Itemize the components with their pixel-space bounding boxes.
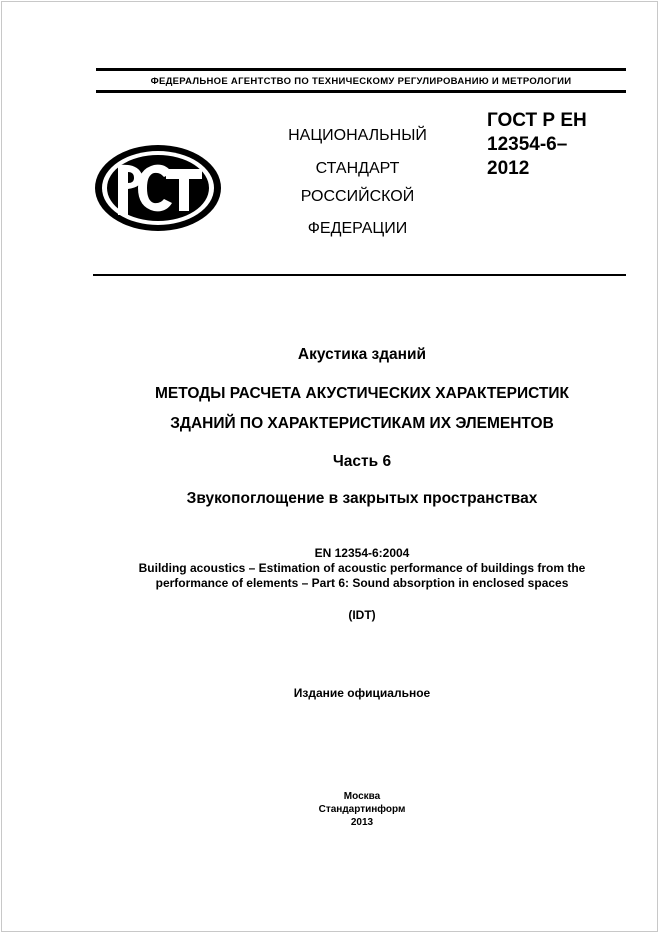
gost-number-line-3: 2012 bbox=[487, 158, 530, 179]
edition-label: Издание официальное bbox=[293, 686, 431, 700]
footer-city: Москва bbox=[343, 791, 381, 802]
english-title-line-1: Building acoustics – Estimation of acoustic performance of buildings from the bbox=[138, 561, 586, 575]
national-standard-line-4: ФЕДЕРАЦИИ bbox=[307, 220, 408, 237]
rst-logo-icon bbox=[94, 143, 224, 233]
gost-number-line-1: ГОСТ Р ЕН bbox=[487, 110, 587, 131]
top-rule-thick bbox=[96, 68, 626, 71]
idt-label: (IDT) bbox=[348, 608, 376, 622]
main-title-line-2: ЗДАНИЙ ПО ХАРАКТЕРИСТИКАМ ИХ ЭЛЕМЕНТОВ bbox=[170, 415, 554, 432]
en-standard-code: EN 12354-6:2004 bbox=[314, 546, 410, 560]
part-title: Звукопоглощение в закрытых пространствах bbox=[186, 490, 538, 507]
main-title-line-1: МЕТОДЫ РАСЧЕТА АКУСТИЧЕСКИХ ХАРАКТЕРИСТИК bbox=[155, 385, 569, 402]
subject-title: Акустика зданий bbox=[297, 346, 427, 363]
footer-year: 2013 bbox=[350, 817, 374, 828]
agency-name: ФЕДЕРАЛЬНОЕ АГЕНТСТВО ПО ТЕХНИЧЕСКОМУ РЕГУЛИРОВАНИЮ И МЕТРОЛОГИИ bbox=[150, 76, 572, 87]
part-number: Часть 6 bbox=[332, 453, 392, 470]
english-title-line-2: performance of elements – Part 6: Sound absorption in enclosed spaces bbox=[155, 576, 569, 590]
national-standard-line-3: РОССИЙСКОЙ bbox=[300, 188, 415, 205]
gost-number-line-2: 12354-6– bbox=[487, 134, 568, 155]
top-rule-under-agency bbox=[96, 90, 626, 93]
header-bottom-rule bbox=[93, 274, 626, 276]
national-standard-line-1: НАЦИОНАЛЬНЫЙ bbox=[288, 127, 427, 144]
footer-publisher: Стандартинформ bbox=[318, 804, 406, 815]
national-standard-line-2: СТАНДАРТ bbox=[315, 160, 400, 177]
